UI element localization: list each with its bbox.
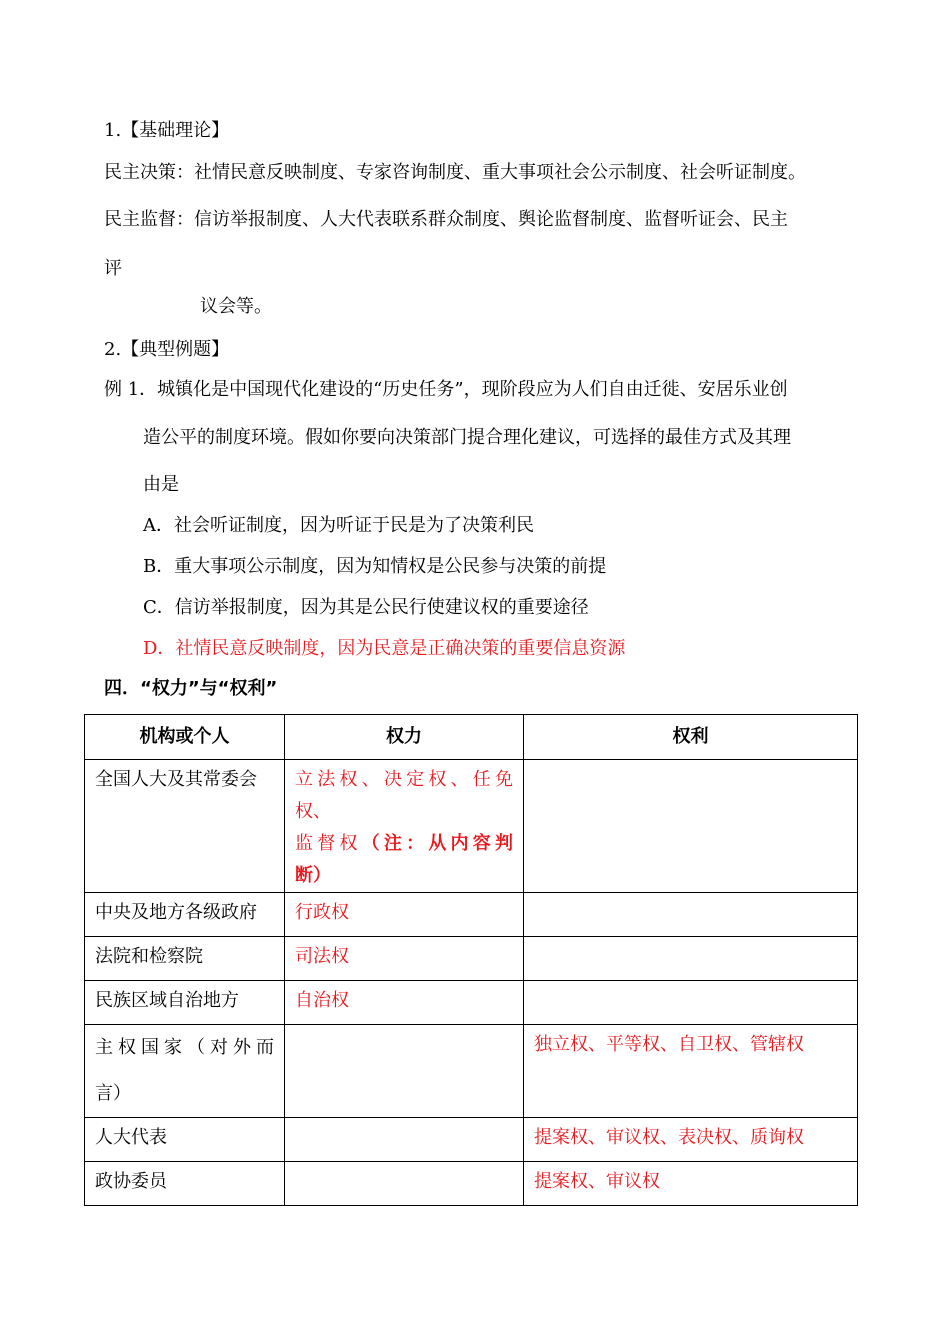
question-stem-cont: 造公平的制度环境。假如你要向决策部门提合理化建议，可选择的最佳方式及其理	[143, 427, 791, 448]
cell-subject	[85, 1025, 285, 1118]
header-subject: 机构或个人	[85, 715, 285, 760]
table-row	[85, 893, 858, 937]
header-right: 权利	[524, 715, 858, 760]
democratic-supervision-text-cont: 评	[104, 258, 122, 279]
democratic-supervision-text: 民主监督：信访举报制度、人大代表联系群众制度、舆论监督制度、监督听证会、民主	[104, 209, 788, 230]
table-row	[85, 1118, 858, 1162]
table-row	[85, 760, 858, 893]
democratic-decision-text: 民主决策：社情民意反映制度、专家咨询制度、重大事项社会公示制度、社会听证制度。	[104, 162, 806, 183]
table-row	[85, 1162, 858, 1206]
cell-subject: 全国人大及其常委会	[85, 760, 285, 893]
header-power: 权力	[285, 715, 524, 760]
table-row	[85, 937, 858, 981]
option-c: C．信访举报制度，因为其是公民行使建议权的重要途径	[143, 597, 589, 618]
option-a: A．社会听证制度，因为听证于民是为了决策利民	[143, 515, 534, 536]
option-b: B．重大事项公示制度，因为知情权是公民参与决策的前提	[143, 556, 607, 577]
cell-power: 行政权	[285, 893, 524, 937]
power-text-line: 监督权（注：从内容判	[295, 833, 514, 854]
cell-right: 提案权、审议权	[524, 1162, 858, 1206]
cell-subject: 法院和检察院	[85, 937, 285, 981]
power-note: （注：从内容判	[361, 833, 514, 854]
cell-right	[524, 981, 858, 1025]
power-rights-table	[84, 714, 858, 1206]
cell-power: 自治权	[285, 981, 524, 1025]
cell-power	[285, 760, 524, 893]
cell-power	[285, 1118, 524, 1162]
cell-power: 司法权	[285, 937, 524, 981]
cell-subject: 政协委员	[85, 1162, 285, 1206]
cell-subject: 中央及地方各级政府	[85, 893, 285, 937]
section-title-basic-theory: 1.【基础理论】	[104, 120, 230, 141]
cell-right	[524, 937, 858, 981]
option-d-answer: D．社情民意反映制度，因为民意是正确决策的重要信息资源	[143, 638, 626, 659]
section-title-power-rights: 四．“权力”与“权利”	[104, 678, 278, 699]
cell-subject: 民族区域自治地方	[85, 981, 285, 1025]
question-stem: 例 1．城镇化是中国现代化建设的“历史任务”，现阶段应为人们自由迁徙、安居乐业创	[104, 379, 788, 400]
cell-power	[285, 1162, 524, 1206]
subject-text-line: 主权国家（对外而	[95, 1037, 274, 1058]
cell-power	[285, 1025, 524, 1118]
table-row	[85, 1025, 858, 1118]
cell-right: 独立权、平等权、自卫权、管辖权	[524, 1025, 858, 1118]
table-row	[85, 981, 858, 1025]
power-note-end: 断）	[295, 865, 331, 886]
question-stem-end: 由是	[143, 474, 179, 495]
cell-right: 提案权、审议权、表决权、质询权	[524, 1118, 858, 1162]
section-title-typical-example: 2.【典型例题】	[104, 339, 230, 360]
cell-subject: 人大代表	[85, 1118, 285, 1162]
cell-right	[524, 760, 858, 893]
table-header-row	[85, 715, 858, 760]
cell-right	[524, 893, 858, 937]
power-text-line: 立法权、决定权、任免	[295, 769, 513, 790]
democratic-supervision-text-end: 议会等。	[200, 296, 272, 317]
power-text-line: 权、	[295, 801, 331, 822]
subject-text-line: 言）	[95, 1083, 131, 1104]
